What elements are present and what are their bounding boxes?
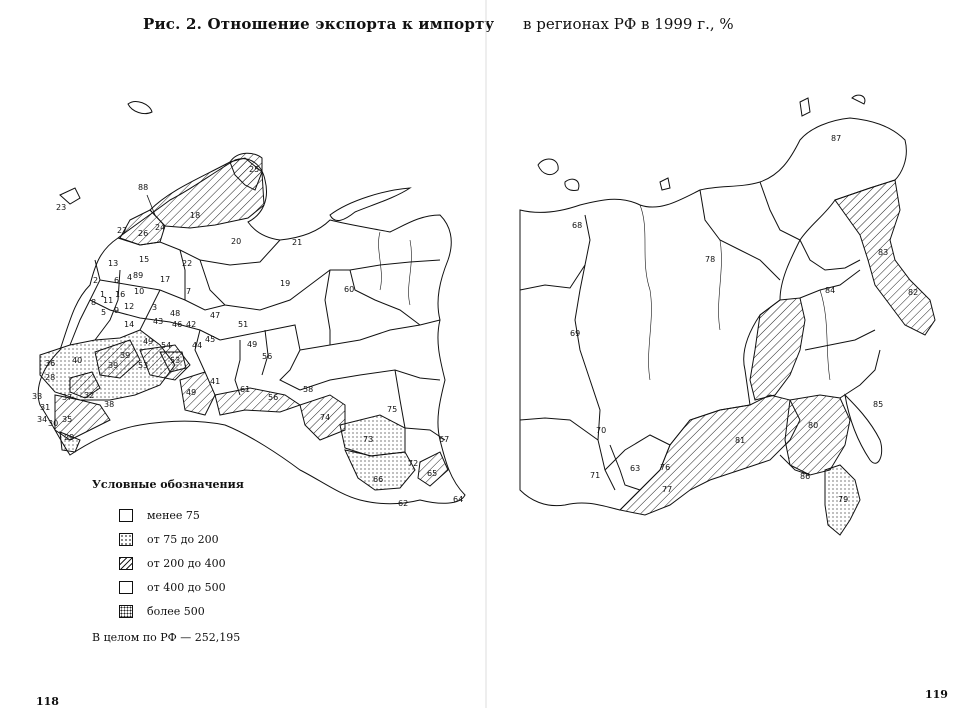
region-82-83 [835, 180, 935, 335]
region-label: 42 [186, 320, 197, 329]
region-label: 36 [45, 359, 56, 368]
region-label: 25 [249, 165, 260, 174]
region-label: 22 [182, 259, 193, 268]
region-label: 65 [427, 469, 438, 478]
region-label: 77 [662, 485, 673, 494]
region-label: 9 [114, 306, 120, 315]
region-label: 76 [660, 463, 671, 472]
legend-item [119, 599, 244, 623]
region-label: 24 [155, 223, 166, 232]
region-label: 43 [153, 317, 164, 326]
region-label: 31 [40, 403, 51, 412]
region-label: 64 [453, 495, 464, 504]
region-label: 11 [103, 296, 114, 305]
legend-swatch [119, 581, 133, 594]
region-label: 85 [873, 400, 884, 409]
region-label: 33 [32, 392, 43, 401]
legend-heading: Условные обозначения [92, 478, 244, 491]
region-label: 12 [124, 302, 135, 311]
region-label: 16 [115, 290, 126, 299]
region-label: 49 [186, 388, 197, 397]
region-label: 41 [210, 377, 221, 386]
region-label: 67 [439, 435, 450, 444]
region-label: 71 [590, 471, 601, 480]
novaya-zemlya [330, 188, 410, 221]
region-label: 2 [93, 276, 99, 285]
region-label: 14 [124, 320, 135, 329]
region-label: 78 [705, 255, 716, 264]
region-label: 83 [878, 248, 889, 257]
region-label: 13 [108, 259, 119, 268]
legend-item [119, 503, 244, 527]
region-label: 72 [408, 459, 419, 468]
region-label: 39 [120, 351, 131, 360]
region-label: 87 [831, 134, 842, 143]
right-map [520, 95, 935, 535]
region-label: 51 [238, 320, 249, 329]
legend-label: от 200 до 400 [147, 556, 226, 570]
legend-swatch [119, 509, 133, 522]
region-label: 46 [172, 320, 183, 329]
legend-total: В целом по РФ — 252,195 [92, 631, 241, 644]
legend-label: от 400 до 500 [147, 580, 226, 594]
region-label: 1 [100, 290, 106, 299]
region-label: 48 [170, 309, 181, 318]
region-label: 81 [735, 436, 746, 445]
region-label: 58 [303, 385, 314, 394]
region-label: 61 [240, 385, 251, 394]
region-label: 66 [373, 475, 384, 484]
region-label: 70 [596, 426, 607, 435]
region-label: 82 [908, 288, 919, 297]
region-yakutia-hatched [750, 298, 805, 400]
map-legend [92, 478, 244, 644]
legend-label: менее 75 [147, 508, 200, 522]
region-label: 32 [84, 391, 95, 400]
region-label: 23 [56, 203, 67, 212]
region-label: 47 [210, 311, 221, 320]
region-label: 29 [64, 433, 75, 442]
region-label: 80 [808, 421, 819, 430]
legend-item [119, 527, 244, 551]
region-label: 53 [138, 361, 149, 370]
legend-label: более 500 [147, 604, 205, 618]
region-label: 19 [280, 279, 291, 288]
region-label: 37 [62, 393, 73, 402]
region-label: 34 [37, 415, 48, 424]
region-label: 27 [117, 226, 128, 235]
region-label: 49 [143, 337, 154, 346]
region-label: 49 [247, 340, 258, 349]
region-label: 15 [139, 255, 150, 264]
island-23 [60, 188, 80, 204]
region-label: 26 [138, 229, 149, 238]
region-label: 4 [127, 273, 133, 282]
region-label: 28 [45, 373, 56, 382]
figure-title-continued: в регионах РФ в 1999 г., % [523, 15, 734, 33]
region-label: 39 [108, 361, 119, 370]
island-78 [128, 102, 152, 114]
region-label: 69 [570, 329, 581, 338]
region-label: 79 [838, 495, 849, 504]
region-label: 6 [114, 276, 120, 285]
region-label: 73 [363, 435, 374, 444]
region-66-62 [345, 450, 415, 490]
region-label: 8 [91, 298, 97, 307]
region-label: 56 [262, 352, 273, 361]
region-label: 20 [231, 237, 242, 246]
region-label: 56 [268, 393, 279, 402]
region-label: 5 [101, 308, 107, 317]
region-label: 21 [292, 238, 303, 247]
legend-swatch [119, 557, 133, 570]
region-label: 62 [398, 499, 409, 508]
region-label: 7 [186, 287, 192, 296]
region-label: 53 [170, 356, 181, 365]
region-label: 63 [630, 464, 641, 473]
region-label: 88 [138, 183, 149, 192]
region-80 [785, 395, 850, 475]
region-label: 30 [48, 419, 59, 428]
region-label: 75 [387, 405, 398, 414]
region-label: 17 [160, 275, 171, 284]
region-label: 45 [205, 335, 216, 344]
region-label: 18 [190, 211, 201, 220]
region-label: 10 [134, 287, 145, 296]
page-number-right: 119 [925, 688, 948, 701]
legend-item [119, 575, 244, 599]
region-label: 86 [800, 472, 811, 481]
legend-item [119, 551, 244, 575]
region-label: 35 [62, 415, 73, 424]
legend-swatch [119, 605, 133, 618]
region-label: 68 [572, 221, 583, 230]
region-61-56 [215, 388, 300, 415]
region-label: 3 [152, 303, 158, 312]
page-number-left: 118 [36, 695, 59, 708]
legend-label: от 75 до 200 [147, 532, 219, 546]
legend-swatch [119, 533, 133, 546]
figure-title: Рис. 2. Отношение экспорта к импорту [143, 15, 495, 33]
region-label: 44 [192, 341, 203, 350]
region-label: 84 [825, 286, 836, 295]
region-label: 40 [72, 356, 83, 365]
region-label: 54 [161, 341, 172, 350]
region-label: 60 [344, 285, 355, 294]
region-label: 74 [320, 413, 331, 422]
region-label: 38 [104, 400, 115, 409]
region-label: 89 [133, 271, 144, 280]
